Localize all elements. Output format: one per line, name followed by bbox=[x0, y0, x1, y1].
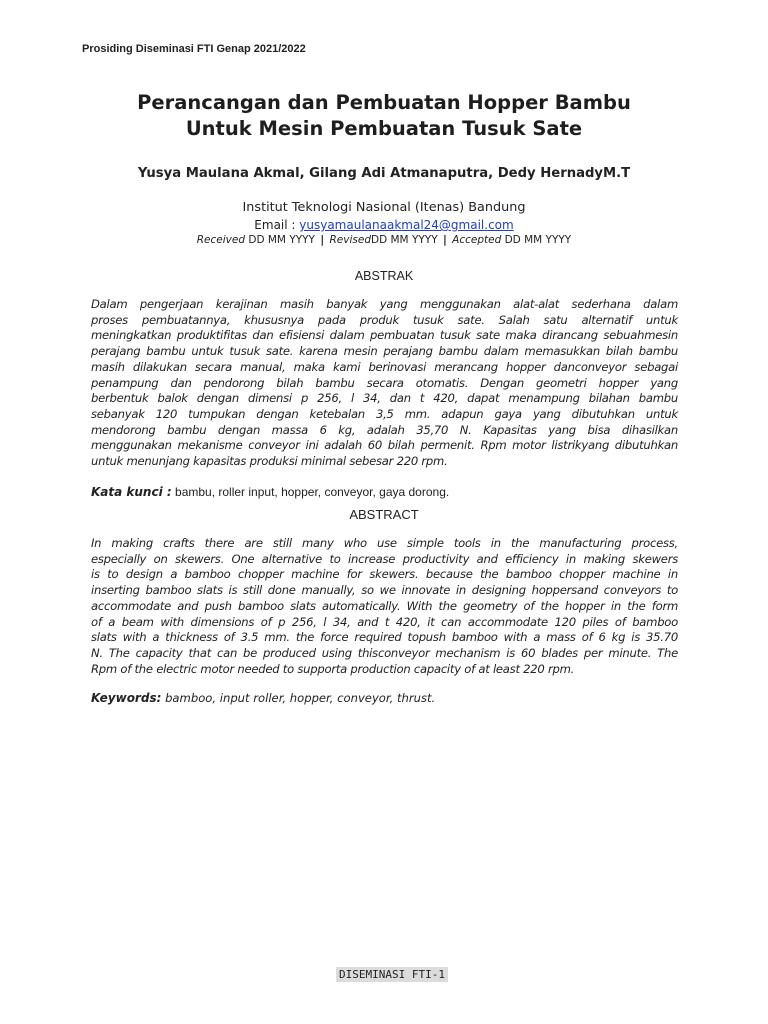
abstrak-line: untuk menunjang kapasitas produksi minimal sebesar 220 rpm. bbox=[91, 454, 448, 469]
email-label: Email : bbox=[254, 218, 300, 232]
abstrak-line: berbentuk balok dengan dimensi p 256, l 34, dan t 420, dapat menampung bilahan bambu bbox=[91, 391, 678, 406]
abstrak-line: masih dilakukan secara manual, maka kami berinovasi merancang hopper danconveyor sebagai bbox=[91, 359, 678, 374]
abstrak-line: Dalam pengerjaan kerajinan masih banyak yang menggunakan alat-alat sederhana dalam bbox=[91, 297, 678, 311]
abstract-body bbox=[91, 536, 678, 677]
revised-date: DD MM YYYY bbox=[370, 234, 441, 246]
email-line bbox=[40, 218, 728, 232]
abstract-line: slats with a thickness of 3.5 mm. the force required topush bamboo with a mass of 6 kg is 35.70 bbox=[91, 630, 678, 645]
abstrak-line: sebanyak 120 tumpukan dengan ketebalan 3,5 mm. adapun gaya yang dibutuhkan untuk bbox=[91, 406, 678, 421]
abstrak-body bbox=[91, 297, 678, 470]
page-footer: DISEMINASI FTI-1 bbox=[336, 967, 448, 982]
keywords-text: bamboo, input roller, hopper, conveyor, thrust. bbox=[161, 691, 436, 705]
abstract-line: of a beam with dimensions of p 256, l 34, and t 420, it can accommodate 120 piles of bamboo bbox=[91, 614, 678, 629]
running-header: Prosiding Diseminasi FTI Genap 2021/2022 bbox=[82, 43, 306, 55]
abstrak-line: proses pembuatannya, khususnya pada produk tusuk sate. Salah satu alternatif untuk bbox=[91, 312, 678, 327]
date-separator: | bbox=[442, 234, 447, 246]
abstract-line: is to design a bamboo chopper machine for skewers. because the bamboo chopper machine in bbox=[91, 567, 678, 582]
abstract-line: In making crafts there are still many who use simple tools in the manufacturing process, bbox=[91, 536, 678, 550]
submission-dates bbox=[40, 234, 728, 246]
accepted-date: DD MM YYYY bbox=[504, 234, 572, 246]
abstract-line: inserting bamboo slats is still done manually, so we innovate in designing hoppersand conveyors to bbox=[91, 583, 678, 598]
kata-kunci bbox=[91, 485, 449, 499]
affiliation: Institut Teknologi Nasional (Itenas) Bandung bbox=[242, 200, 526, 215]
title-line: Perancangan dan Pembuatan Hopper Bambu bbox=[137, 91, 631, 114]
accepted-label: Accepted bbox=[452, 234, 502, 246]
abstrak-line: penampung dan pendorong bilah bambu secara otomatis. Dengan geometri hopper yang bbox=[91, 375, 678, 390]
email-link[interactable]: yusyamaulanaakmal24@gmail.com bbox=[299, 218, 514, 232]
abstract-line: accommodate and push bamboo slats automatically. With the geometry of the hopper in the form bbox=[91, 598, 678, 613]
abstrak-line: meningkatkan produktifitas dan efisiensi dalam pembuatan tusuk sate maka dirancang sebuahmesin bbox=[91, 328, 678, 343]
abstrak-heading: ABSTRAK bbox=[354, 269, 414, 283]
keywords-label: Keywords: bbox=[91, 691, 162, 705]
date-separator: | bbox=[320, 234, 325, 246]
kata-kunci-label: Kata kunci : bbox=[91, 485, 172, 499]
title-line: Untuk Mesin Pembuatan Tusuk Sate bbox=[185, 117, 583, 140]
keywords bbox=[91, 691, 435, 705]
abstrak-line: perajang bambu untuk tusuk sate. karena mesin perajang bambu dalam memasukkan bilah bambu bbox=[91, 344, 678, 359]
revised-label: Revised bbox=[329, 234, 371, 246]
abstrak-line: mendorong bambu dengan massa 6 kg, adalah 35,70 N. Kapasitas yang bisa dihasilkan bbox=[91, 422, 678, 437]
kata-kunci-text: bambu, roller input, hopper, conveyor, gaya dorong. bbox=[171, 485, 450, 499]
author-list: Yusya Maulana Akmal, Gilang Adi Atmanaputra, Dedy HernadyM.T bbox=[137, 166, 631, 181]
abstract-line: especially on skewers. One alternative to increase productivity and efficiency in making skewers bbox=[91, 551, 678, 566]
abstract-heading: ABSTRACT bbox=[349, 507, 419, 522]
abstract-line: Rpm of the electric motor needed to supporta production capacity of at least 220 rpm. bbox=[91, 661, 575, 676]
paper-title bbox=[60, 90, 708, 142]
abstract-line: N. The capacity that can be produced using thisconveyor mechanism is 60 blades per minute. The bbox=[91, 645, 678, 660]
abstrak-line: menggunakan mekanisme conveyor ini adalah 60 bilah permenit. Rpm motor listrikyang dibutuhkan bbox=[91, 438, 678, 453]
received-date: DD MM YYYY bbox=[245, 234, 319, 246]
received-label: Received bbox=[196, 234, 246, 246]
